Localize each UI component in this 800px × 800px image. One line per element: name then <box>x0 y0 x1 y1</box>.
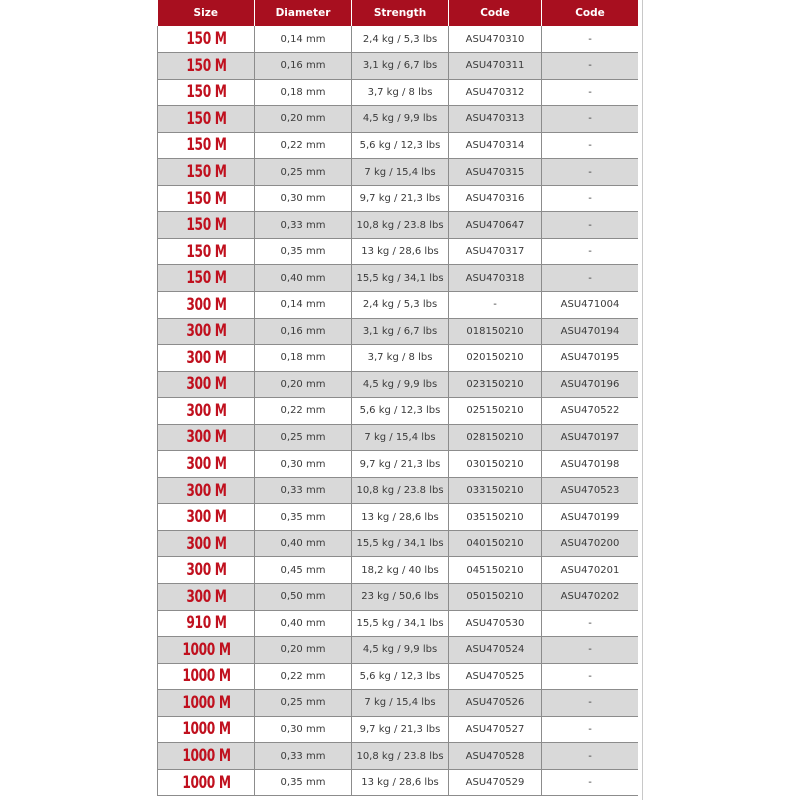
cell-diameter: 0,25 mm <box>255 159 352 186</box>
cell-code: 033150210 <box>449 477 542 504</box>
cell-size: 1000 M <box>171 663 241 690</box>
cell-diameter: 0,18 mm <box>255 79 352 106</box>
cell-strength: 15,5 kg / 34,1 lbs <box>352 610 449 637</box>
cell-strength: 15,5 kg / 34,1 lbs <box>352 530 449 557</box>
cell-strength: 5,6 kg / 12,3 lbs <box>352 132 449 159</box>
cell-strength: 3,1 kg / 6,7 lbs <box>352 53 449 80</box>
cell-size: 300 M <box>171 291 241 318</box>
cell-diameter: 0,40 mm <box>255 610 352 637</box>
cell-diameter: 0,14 mm <box>255 291 352 318</box>
cell-size: 1000 M <box>171 716 241 743</box>
cell-code: 020150210 <box>449 345 542 372</box>
cell-code: ASU470310 <box>449 26 542 53</box>
cell-code: ASU470315 <box>449 159 542 186</box>
cell-size: 150 M <box>171 212 241 239</box>
cell-strength: 5,6 kg / 12,3 lbs <box>352 398 449 425</box>
cell-strength: 13 kg / 28,6 lbs <box>352 769 449 796</box>
table-row <box>158 769 639 796</box>
cell-strength: 4,5 kg / 9,9 lbs <box>352 637 449 664</box>
cell-code: - <box>449 291 542 318</box>
cell-strength: 3,1 kg / 6,7 lbs <box>352 318 449 345</box>
cell-code: ASU470527 <box>449 716 542 743</box>
cell-size: 300 M <box>171 371 241 398</box>
cell-strength: 10,8 kg / 23.8 lbs <box>352 477 449 504</box>
cell-size: 150 M <box>171 159 241 186</box>
cell-size: 150 M <box>171 79 241 106</box>
header-row <box>158 0 639 26</box>
cell-code: 040150210 <box>449 530 542 557</box>
cell-code-2: - <box>542 690 639 717</box>
cell-diameter: 0,16 mm <box>255 318 352 345</box>
cell-code-2: ASU471004 <box>542 291 639 318</box>
cell-size: 300 M <box>171 504 241 531</box>
cell-diameter: 0,30 mm <box>255 451 352 478</box>
table-row <box>158 583 639 610</box>
cell-code: ASU470528 <box>449 743 542 770</box>
cell-code-2: ASU470195 <box>542 345 639 372</box>
cell-code: 023150210 <box>449 371 542 398</box>
cell-size: 150 M <box>171 265 241 292</box>
table-row <box>158 530 639 557</box>
table-row <box>158 132 639 159</box>
cell-diameter: 0,20 mm <box>255 371 352 398</box>
cell-code-2: - <box>542 79 639 106</box>
cell-diameter: 0,50 mm <box>255 583 352 610</box>
cell-strength: 5,6 kg / 12,3 lbs <box>352 663 449 690</box>
spec-table-container <box>157 0 638 800</box>
cell-size: 1000 M <box>171 637 241 664</box>
cell-size: 150 M <box>171 106 241 133</box>
cell-size: 300 M <box>171 398 241 425</box>
cell-code-2: ASU470197 <box>542 424 639 451</box>
cell-code-2: ASU470523 <box>542 477 639 504</box>
cell-strength: 18,2 kg / 40 lbs <box>352 557 449 584</box>
cell-diameter: 0,35 mm <box>255 504 352 531</box>
table-row <box>158 690 639 717</box>
cell-code-2: - <box>542 637 639 664</box>
table-row <box>158 345 639 372</box>
table-row <box>158 557 639 584</box>
cell-diameter: 0,35 mm <box>255 238 352 265</box>
cell-diameter: 0,22 mm <box>255 398 352 425</box>
spec-table <box>157 0 638 796</box>
cell-code: ASU470312 <box>449 79 542 106</box>
cell-strength: 9,7 kg / 21,3 lbs <box>352 716 449 743</box>
header-diameter: Diameter <box>255 0 352 26</box>
cell-code: 035150210 <box>449 504 542 531</box>
cell-strength: 7 kg / 15,4 lbs <box>352 424 449 451</box>
table-body <box>158 26 639 796</box>
cell-diameter: 0,40 mm <box>255 530 352 557</box>
cell-code-2: - <box>542 265 639 292</box>
cell-diameter: 0,33 mm <box>255 743 352 770</box>
table-row <box>158 185 639 212</box>
cell-code: ASU470524 <box>449 637 542 664</box>
table-row <box>158 79 639 106</box>
cell-code-2: - <box>542 663 639 690</box>
cell-diameter: 0,40 mm <box>255 265 352 292</box>
cell-diameter: 0,33 mm <box>255 477 352 504</box>
cell-size: 300 M <box>171 557 241 584</box>
page-edge-line <box>642 0 643 800</box>
cell-strength: 7 kg / 15,4 lbs <box>352 690 449 717</box>
cell-strength: 3,7 kg / 8 lbs <box>352 345 449 372</box>
cell-diameter: 0,18 mm <box>255 345 352 372</box>
cell-size: 910 M <box>171 610 241 637</box>
cell-code: 025150210 <box>449 398 542 425</box>
table-row <box>158 318 639 345</box>
cell-diameter: 0,16 mm <box>255 53 352 80</box>
cell-code-2: - <box>542 53 639 80</box>
cell-strength: 9,7 kg / 21,3 lbs <box>352 185 449 212</box>
cell-diameter: 0,25 mm <box>255 424 352 451</box>
cell-code-2: - <box>542 106 639 133</box>
cell-strength: 9,7 kg / 21,3 lbs <box>352 451 449 478</box>
cell-diameter: 0,33 mm <box>255 212 352 239</box>
cell-code-2: ASU470201 <box>542 557 639 584</box>
cell-strength: 7 kg / 15,4 lbs <box>352 159 449 186</box>
cell-code-2: ASU470199 <box>542 504 639 531</box>
table-row <box>158 159 639 186</box>
cell-strength: 4,5 kg / 9,9 lbs <box>352 371 449 398</box>
table-row <box>158 212 639 239</box>
table-row <box>158 106 639 133</box>
table-row <box>158 743 639 770</box>
cell-code: ASU470316 <box>449 185 542 212</box>
cell-strength: 10,8 kg / 23.8 lbs <box>352 212 449 239</box>
cell-code-2: - <box>542 159 639 186</box>
cell-size: 300 M <box>171 583 241 610</box>
cell-size: 300 M <box>171 451 241 478</box>
table-row <box>158 291 639 318</box>
cell-code: ASU470647 <box>449 212 542 239</box>
cell-diameter: 0,30 mm <box>255 716 352 743</box>
cell-diameter: 0,22 mm <box>255 132 352 159</box>
cell-size: 300 M <box>171 345 241 372</box>
cell-size: 300 M <box>171 530 241 557</box>
table-row <box>158 238 639 265</box>
cell-diameter: 0,20 mm <box>255 106 352 133</box>
cell-size: 300 M <box>171 424 241 451</box>
cell-code-2: - <box>542 610 639 637</box>
cell-size: 150 M <box>171 185 241 212</box>
cell-size: 1000 M <box>171 769 241 796</box>
cell-code-2: - <box>542 743 639 770</box>
cell-code-2: ASU470198 <box>542 451 639 478</box>
cell-size: 1000 M <box>171 743 241 770</box>
cell-code: 018150210 <box>449 318 542 345</box>
cell-diameter: 0,20 mm <box>255 637 352 664</box>
cell-code: ASU470525 <box>449 663 542 690</box>
table-row <box>158 451 639 478</box>
header-size: Size <box>158 0 255 26</box>
cell-strength: 2,4 kg / 5,3 lbs <box>352 291 449 318</box>
cell-size: 1000 M <box>171 690 241 717</box>
cell-strength: 23 kg / 50,6 lbs <box>352 583 449 610</box>
cell-code-2: ASU470200 <box>542 530 639 557</box>
cell-code-2: - <box>542 769 639 796</box>
cell-diameter: 0,22 mm <box>255 663 352 690</box>
cell-code: ASU470529 <box>449 769 542 796</box>
header-strength: Strength <box>352 0 449 26</box>
cell-diameter: 0,25 mm <box>255 690 352 717</box>
cell-code-2: - <box>542 132 639 159</box>
cell-code: ASU470314 <box>449 132 542 159</box>
table-row <box>158 477 639 504</box>
cell-strength: 10,8 kg / 23.8 lbs <box>352 743 449 770</box>
cell-code: 028150210 <box>449 424 542 451</box>
cell-size: 300 M <box>171 477 241 504</box>
table-row <box>158 610 639 637</box>
cell-code-2: ASU470196 <box>542 371 639 398</box>
cell-code-2: ASU470202 <box>542 583 639 610</box>
cell-strength: 3,7 kg / 8 lbs <box>352 79 449 106</box>
cell-code: 050150210 <box>449 583 542 610</box>
cell-code-2: - <box>542 238 639 265</box>
table-row <box>158 26 639 53</box>
cell-code-2: ASU470522 <box>542 398 639 425</box>
cell-strength: 15,5 kg / 34,1 lbs <box>352 265 449 292</box>
cell-size: 150 M <box>171 238 241 265</box>
cell-strength: 2,4 kg / 5,3 lbs <box>352 26 449 53</box>
cell-size: 150 M <box>171 53 241 80</box>
cell-code: ASU470317 <box>449 238 542 265</box>
header-code: Code <box>449 0 542 26</box>
cell-code: ASU470530 <box>449 610 542 637</box>
cell-strength: 13 kg / 28,6 lbs <box>352 238 449 265</box>
cell-size: 150 M <box>171 26 241 53</box>
table-row <box>158 371 639 398</box>
table-row <box>158 716 639 743</box>
cell-code-2: - <box>542 185 639 212</box>
cell-code: ASU470526 <box>449 690 542 717</box>
cell-code: ASU470313 <box>449 106 542 133</box>
cell-strength: 4,5 kg / 9,9 lbs <box>352 106 449 133</box>
cell-size: 150 M <box>171 132 241 159</box>
cell-size: 300 M <box>171 318 241 345</box>
cell-code-2: ASU470194 <box>542 318 639 345</box>
cell-diameter: 0,35 mm <box>255 769 352 796</box>
table-row <box>158 265 639 292</box>
cell-diameter: 0,45 mm <box>255 557 352 584</box>
table-row <box>158 53 639 80</box>
header-code-2: Code <box>542 0 639 26</box>
cell-code: ASU470318 <box>449 265 542 292</box>
cell-diameter: 0,30 mm <box>255 185 352 212</box>
cell-code-2: - <box>542 26 639 53</box>
cell-code: ASU470311 <box>449 53 542 80</box>
table-row <box>158 663 639 690</box>
table-row <box>158 504 639 531</box>
table-row <box>158 424 639 451</box>
table-row <box>158 398 639 425</box>
cell-code-2: - <box>542 716 639 743</box>
table-row <box>158 637 639 664</box>
cell-code-2: - <box>542 212 639 239</box>
cell-diameter: 0,14 mm <box>255 26 352 53</box>
cell-strength: 13 kg / 28,6 lbs <box>352 504 449 531</box>
cell-code: 030150210 <box>449 451 542 478</box>
cell-code: 045150210 <box>449 557 542 584</box>
